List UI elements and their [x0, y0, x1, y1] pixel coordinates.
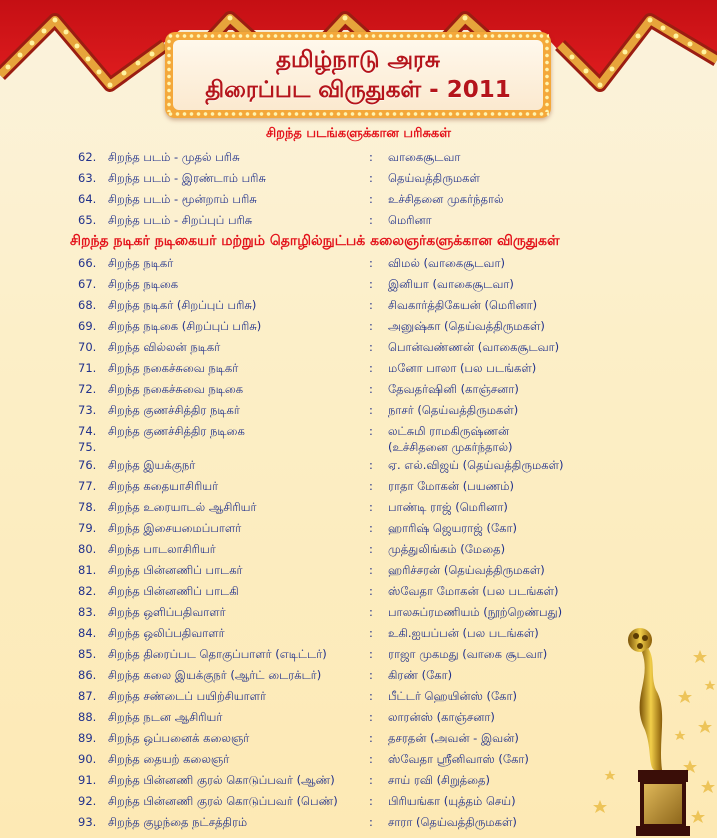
separator: : — [369, 794, 373, 808]
separator: : — [369, 710, 373, 724]
award-winner: லட்சுமி ராமகிருஷ்ணன் — [388, 424, 510, 438]
award-winner: ஹாரிஷ் ஜெயராஜ் (கோ) — [388, 521, 518, 535]
separator: : — [369, 731, 373, 745]
award-winner: ஹரிச்சரன் (தெய்வத்திருமகள்) — [388, 563, 545, 577]
award-winner: உகி.ஐயப்பன் (பல படங்கள்) — [388, 626, 539, 640]
award-winner: சாய் ரவி (சிறுத்தை) — [388, 773, 491, 787]
separator: : — [369, 584, 373, 598]
separator: : — [369, 689, 373, 703]
marquee-bulbs — [167, 33, 549, 39]
award-winner: தேவதர்ஷினி (காஞ்சனா) — [388, 382, 519, 396]
row-number: 85. — [78, 647, 97, 661]
row-number: 62. — [78, 150, 97, 164]
table-row — [0, 298, 717, 319]
award-winner: அனுஷ்கா (தெய்வத்திருமகள்) — [388, 319, 545, 333]
row-number: 74. — [78, 424, 97, 438]
table-row — [0, 213, 717, 234]
separator: : — [369, 500, 373, 514]
table-row — [0, 403, 717, 424]
row-number: 93. — [78, 815, 97, 829]
table-row — [0, 382, 717, 403]
award-category: சிறந்த நடன ஆசிரியர் — [108, 710, 223, 724]
award-category: சிறந்த வில்லன் நடிகர் — [108, 340, 221, 354]
row-number: 64. — [78, 192, 97, 206]
table-row — [0, 563, 717, 584]
award-winner: பீட்டர் ஹெயின்ஸ் (கோ) — [388, 689, 518, 703]
award-category: சிறந்த திரைப்பட தொகுப்பாளர் (எடிட்டர்) — [108, 647, 327, 661]
award-winner: முத்துலிங்கம் (மேதை) — [388, 542, 506, 556]
award-category: சிறந்த நகைச்சுவை நடிகர் — [108, 361, 239, 375]
award-category: சிறந்த குழந்தை நட்சத்திரம் — [108, 815, 248, 829]
award-category: சிறந்த கலை இயக்குநர் (ஆர்ட் டைரக்டர்) — [108, 668, 322, 682]
separator: : — [369, 479, 373, 493]
award-winner: நாசர் (தெய்வத்திருமகள்) — [388, 403, 519, 417]
award-winner: ஸ்வேதா மோகன் (பல படங்கள்) — [388, 584, 559, 598]
table-row — [0, 150, 717, 171]
award-category: சிறந்த நடிகை (சிறப்புப் பரிசு) — [108, 319, 262, 333]
separator: : — [369, 256, 373, 270]
row-number: 76. — [78, 458, 97, 472]
table-row — [0, 458, 717, 479]
row-number: 63. — [78, 171, 97, 185]
title-line-1: தமிழ்நாடு அரசு — [276, 47, 440, 73]
award-category: சிறந்த நடிகை — [108, 277, 179, 291]
award-winner: வாகைசூடவா — [388, 150, 461, 164]
award-category: சிறந்த நகைச்சுவை நடிகை — [108, 382, 244, 396]
separator: : — [369, 563, 373, 577]
separator: : — [369, 605, 373, 619]
table-row — [0, 340, 717, 361]
separator: : — [369, 647, 373, 661]
award-category: சிறந்த குணச்சித்திர நடிகை — [108, 424, 245, 438]
row-number: 79. — [78, 521, 97, 535]
award-winner: விமல் (வாகைசூடவா) — [388, 256, 505, 270]
title-panel — [173, 40, 543, 110]
award-category: சிறந்த ஒலிப்பதிவாளர் — [108, 626, 225, 640]
table-row — [0, 479, 717, 500]
award-category: சிறந்த பின்னணி குரல் கொடுப்பவர் (ஆண்) — [108, 773, 335, 787]
row-number: 67. — [78, 277, 97, 291]
row-number: 72. — [78, 382, 97, 396]
row-number: 81. — [78, 563, 97, 577]
table-row — [0, 171, 717, 192]
award-category: சிறந்த நடிகர் (சிறப்புப் பரிசு) — [108, 298, 257, 312]
table-row — [0, 542, 717, 563]
row-number: 90. — [78, 752, 97, 766]
award-winner: பாலசுப்ரமணியம் (நூற்றெண்பது) — [388, 605, 563, 619]
row-number: 84. — [78, 626, 97, 640]
award-winner: ஸ்வேதா ஸ்ரீனிவாஸ் (கோ) — [388, 752, 529, 766]
separator: : — [369, 340, 373, 354]
marquee-bulbs — [166, 38, 172, 112]
separator: : — [369, 213, 373, 227]
award-winner: சிவகார்த்திகேயன் (மெரினா) — [388, 298, 538, 312]
row-number: 68. — [78, 298, 97, 312]
row-number: 69. — [78, 319, 97, 333]
separator: : — [369, 298, 373, 312]
award-winner: ராதா மோகன் (பயணம்) — [388, 479, 514, 493]
award-winner: சாரா (தெய்வத்திருமகள்) — [388, 815, 517, 829]
award-winner: பாண்டி ராஜ் (மெரினா) — [388, 500, 508, 514]
section-heading-best-films: சிறந்த படங்களுக்கான பரிசுகள் — [266, 126, 451, 141]
row-number: 80. — [78, 542, 97, 556]
award-winner: லாரன்ஸ் (காஞ்சனா) — [388, 710, 495, 724]
award-category: சிறந்த படம் - இரண்டாம் பரிசு — [108, 171, 266, 185]
award-winner: பொன்வண்ணன் (வாகைசூடவா) — [388, 340, 560, 354]
row-number: 92. — [78, 794, 97, 808]
row-number: 66. — [78, 256, 97, 270]
award-category: சிறந்த நடிகர் — [108, 256, 174, 270]
award-category: சிறந்த தையற் கலைஞர் — [108, 752, 230, 766]
separator: : — [369, 171, 373, 185]
table-row — [0, 361, 717, 382]
row-number: 71. — [78, 361, 97, 375]
row-number: 89. — [78, 731, 97, 745]
section-heading-artists-technicians: சிறந்த நடிகர் நடிகையர் மற்றும் தொழில்நுட்பக் கலைஞர்களுக்கான விருதுகள் — [70, 233, 560, 249]
award-category: சிறந்த உரையாடல் ஆசிரியர் — [108, 500, 257, 514]
trophy-icon — [590, 600, 717, 838]
award-category: சிறந்த படம் - சிறப்புப் பரிசு — [108, 213, 253, 227]
separator: : — [369, 626, 373, 640]
marquee-bulbs — [167, 111, 549, 117]
award-winner: தசரதன் (அவன் - இவன்) — [388, 731, 519, 745]
award-winner: தெய்வத்திருமகள் — [388, 171, 480, 185]
award-winner: கிரண் (கோ) — [388, 668, 453, 682]
row-number: 75. — [78, 440, 97, 454]
table-row — [0, 319, 717, 340]
row-number: 65. — [78, 213, 97, 227]
award-category: சிறந்த கதையாசிரியர் — [108, 479, 219, 493]
table-row — [0, 424, 717, 458]
row-number: 83. — [78, 605, 97, 619]
award-category: சிறந்த பாடலாசிரியர் — [108, 542, 216, 556]
award-category: சிறந்த பின்னணிப் பாடகி — [108, 584, 239, 598]
award-winner: ராஜா முகமது (வாகை சூடவா) — [388, 647, 548, 661]
table-row — [0, 192, 717, 213]
award-winner: இனியா (வாகைசூடவா) — [388, 277, 514, 291]
separator: : — [369, 403, 373, 417]
separator: : — [369, 815, 373, 829]
table-row — [0, 277, 717, 298]
row-number: 70. — [78, 340, 97, 354]
separator: : — [369, 382, 373, 396]
award-category: சிறந்த சண்டைப் பயிற்சியாளர் — [108, 689, 267, 703]
award-category: சிறந்த படம் - மூன்றாம் பரிசு — [108, 192, 257, 206]
row-number: 88. — [78, 710, 97, 724]
title-frame — [165, 32, 551, 118]
separator: : — [369, 752, 373, 766]
table-row — [0, 521, 717, 542]
row-number: 82. — [78, 584, 97, 598]
separator: : — [369, 458, 373, 472]
award-category: சிறந்த பின்னணி குரல் கொடுப்பவர் (பெண்) — [108, 794, 338, 808]
award-category: சிறந்த ஒளிப்பதிவாளர் — [108, 605, 226, 619]
marquee-bulbs — [544, 38, 550, 112]
separator: : — [369, 319, 373, 333]
row-number: 77. — [78, 479, 97, 493]
separator: : — [369, 277, 373, 291]
separator: : — [369, 773, 373, 787]
award-winner: மனோ பாலா (பல படங்கள்) — [388, 361, 537, 375]
award-winner-film: (உச்சிதனை முகர்ந்தால்) — [388, 440, 513, 454]
separator: : — [369, 521, 373, 535]
award-winner: பிரியங்கா (யுத்தம் செய்) — [388, 794, 516, 808]
table-row — [0, 256, 717, 277]
award-category: சிறந்த இயக்குநர் — [108, 458, 196, 472]
table-row — [0, 500, 717, 521]
separator: : — [369, 668, 373, 682]
award-winner: ஏ. எல்.விஜய் (தெய்வத்திருமகள்) — [388, 458, 564, 472]
separator: : — [369, 542, 373, 556]
separator: : — [369, 150, 373, 164]
title-line-2: திரைப்பட விருதுகள் - 2011 — [205, 77, 511, 103]
award-winner: உச்சிதனை முகர்ந்தால் — [388, 192, 504, 206]
row-number: 87. — [78, 689, 97, 703]
award-category: சிறந்த பின்னணிப் பாடகர் — [108, 563, 243, 577]
row-number: 86. — [78, 668, 97, 682]
award-category: சிறந்த இசையமைப்பாளர் — [108, 521, 242, 535]
separator: : — [369, 361, 373, 375]
separator: : — [369, 424, 373, 438]
award-category: சிறந்த குணச்சித்திர நடிகர் — [108, 403, 240, 417]
row-number: 91. — [78, 773, 97, 787]
award-category: சிறந்த ஒப்பனைக் கலைஞர் — [108, 731, 250, 745]
award-winner: மெரினா — [388, 213, 432, 227]
row-number: 78. — [78, 500, 97, 514]
award-category: சிறந்த படம் - முதல் பரிசு — [108, 150, 240, 164]
row-number: 73. — [78, 403, 97, 417]
separator: : — [369, 192, 373, 206]
